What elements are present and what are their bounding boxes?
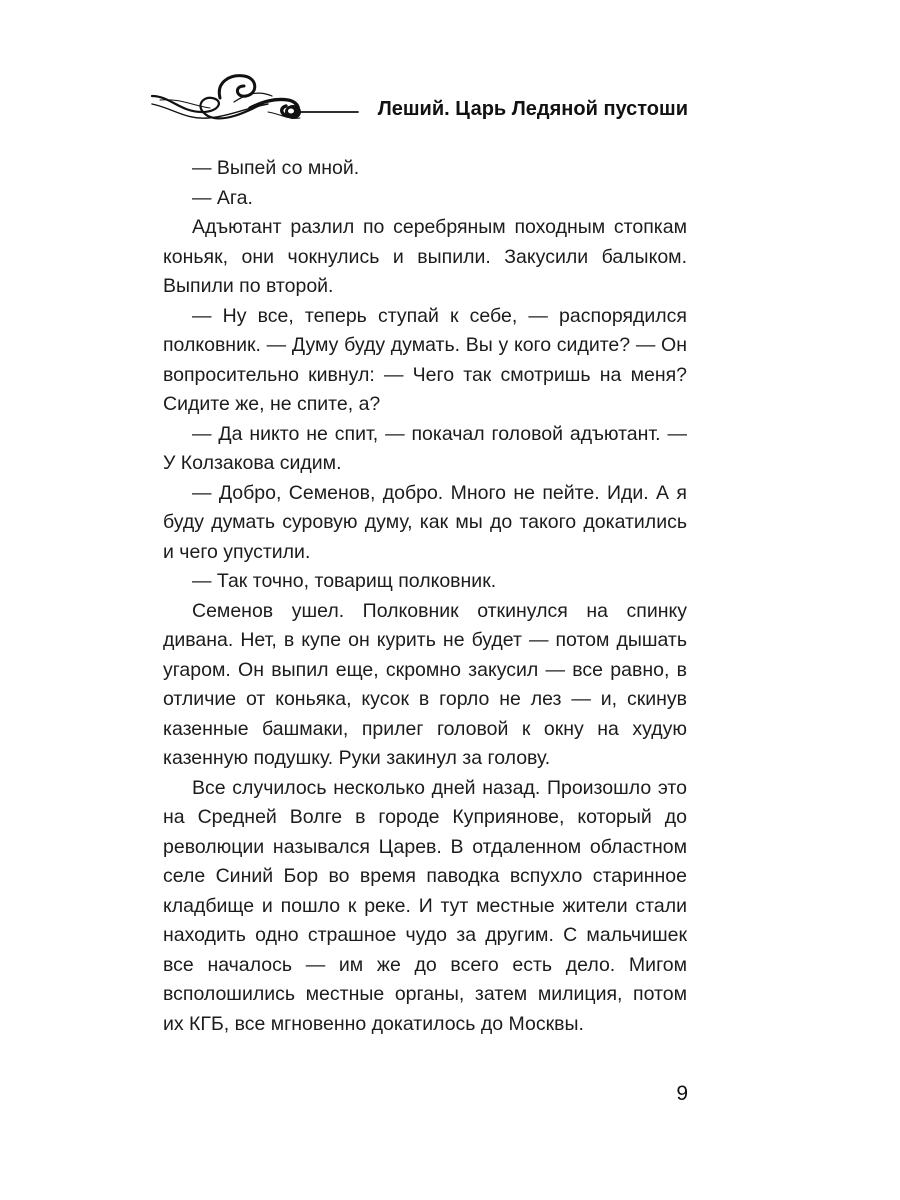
body-text (163, 154, 687, 1039)
paragraph: Все случилось несколько дней назад. Произошло это на Средней Волге в городе Куприянове, который до революции назывался Царев. В отдаленном областном селе Синий Бор во время паводка вспухло старинное кладбище и пошло к реке. И тут местные жители стали находить одно страшное чудо за другим. С мальчишек все началось — им же до всего есть дело. Мигом всполошились местные органы, затем милиция, потом их КГБ, все мгновенно докатилось до Москвы. (163, 776, 687, 1035)
paragraph: — Да никто не спит, — покачал головой адъютант. — У Колзакова сидим. (163, 422, 687, 474)
paragraph: — Ну все, теперь ступай к себе, — распорядился полковник. — Думу буду думать. Вы у кого сидите? — Он вопросительно кивнул: — Чего так смотришь на меня? Сидите же, не спите, а? (163, 304, 687, 415)
page-number: 9 (676, 1082, 688, 1105)
page-header (150, 68, 690, 138)
paragraph: Адъютант разлил по серебряным походным стопкам коньяк, они чокнулись и выпили. Закусили балыком. Выпили по второй. (163, 216, 687, 297)
paragraph: — Выпей со мной. (192, 157, 360, 179)
paragraph: — Так точно, товарищ полковник. (192, 570, 497, 592)
paragraph: Семенов ушел. Полковник откинулся на спинку дивана. Нет, в купе он курить не будет — потом дышать угаром. Он выпил еще, скромно закусил — все равно, в отличие от коньяка, кусок в горло не лез — и, скинув казенные башмаки, прилег головой к окну на худую казенную подушку. Руки закинул за голову. (163, 599, 687, 769)
paragraph: — Добро, Семенов, добро. Много не пейте. Иди. А я буду думать суровую думу, как мы до такого докатились и чего упустили. (163, 481, 687, 563)
paragraph: — Ага. (192, 186, 253, 209)
running-title: Леший. Царь Ледяной пустоши (377, 98, 688, 120)
flourish-ornament-icon (150, 68, 360, 130)
